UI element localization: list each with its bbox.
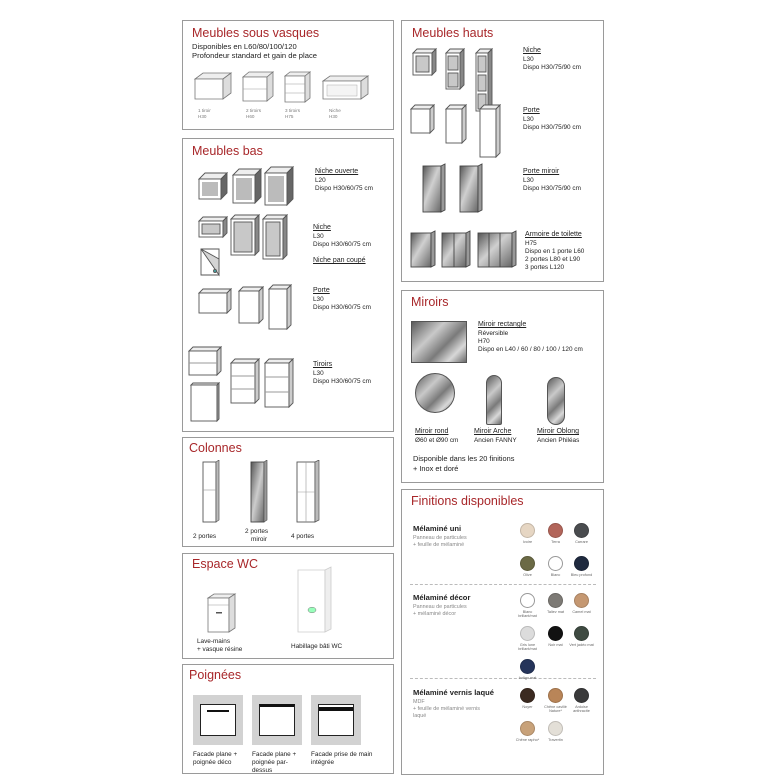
mirror-oblong	[547, 377, 565, 425]
product-width: L30	[523, 56, 534, 63]
finish-group-name: Mélaminé uni	[413, 524, 462, 533]
panel-title: Finitions disponibles	[411, 494, 524, 508]
panel-title: Poignées	[189, 668, 242, 682]
finish-swatch[interactable]	[520, 659, 535, 674]
finish-group-desc: + mélaminé décor	[413, 611, 456, 617]
panel-title: Miroirs	[411, 295, 449, 309]
product-heights: Dispo H30/75/90 cm	[523, 64, 581, 71]
product-name: Niche	[523, 47, 541, 54]
column-label: 2 portes	[245, 528, 269, 535]
vanity-label: 2 tiroirs	[246, 108, 262, 113]
finish-swatch-label: Noyer	[522, 705, 533, 709]
wc-label: Lave-mains	[197, 638, 231, 645]
handle-label: poignée par-	[252, 759, 288, 766]
finish-group-desc: + feuille de mélaminé	[413, 542, 465, 548]
product-widths: Dispo en L40 / 60 / 80 / 100 / 120 cm	[478, 346, 583, 353]
panel-title: Meubles bas	[192, 144, 263, 158]
hauts-porte-illustration	[408, 103, 508, 159]
finish-swatch[interactable]	[520, 721, 535, 736]
vanity-label: H60	[246, 114, 255, 119]
vanity-label: H75	[285, 114, 294, 119]
column-4-doors	[295, 460, 321, 524]
finish-swatch-label: Camel mat	[572, 610, 591, 614]
panel-sous-vasques	[182, 20, 394, 130]
info-line: Disponibles en L60/80/100/120	[192, 42, 297, 51]
product-name: Niche	[313, 224, 331, 231]
panel-title: Espace WC	[192, 557, 258, 571]
handle-label: dessus	[252, 767, 273, 774]
divider	[410, 584, 596, 585]
finish-group-name: Mélaminé vernis laqué	[413, 688, 495, 697]
hauts-porte-miroir-illustration	[420, 163, 486, 215]
info-line: Profondeur standard et gain de place	[192, 51, 317, 60]
panel-miroirs	[401, 290, 604, 483]
product-name: Armoire de toilette	[525, 231, 582, 238]
finish-swatch-label: Taliev mat	[546, 610, 565, 614]
armoire-illustration	[408, 229, 520, 271]
product-name: Miroir Arche	[474, 428, 512, 435]
finish-group-desc: Panneau de particules	[413, 604, 467, 610]
handle-label: Facade plane +	[193, 751, 238, 758]
product-width: L30	[313, 370, 324, 377]
product-name: Tiroirs	[313, 361, 333, 368]
finish-group-desc: laqué	[413, 713, 427, 719]
product-height: H70	[478, 338, 490, 345]
handle-deco-swatch	[193, 695, 243, 745]
habillage-wc-illustration	[295, 566, 335, 636]
product-variant: 2 portes L80 et L90	[525, 256, 581, 263]
finish-swatch-label: Chêne caviliè Nature*	[544, 705, 567, 714]
finish-swatch[interactable]	[574, 556, 589, 571]
panel-title: Meubles hauts	[412, 26, 494, 40]
product-detail: Ancien Philéas	[537, 437, 580, 444]
finish-swatch[interactable]	[574, 593, 589, 608]
finish-swatch-label: Indigo mat	[518, 676, 537, 680]
product-width: L20	[315, 177, 326, 184]
panel-finitions	[401, 489, 604, 775]
panel-title: Colonnes	[189, 441, 242, 455]
handle-label: Facade plane +	[252, 751, 297, 758]
panel-espace-wc	[182, 553, 394, 659]
product-detail: Ancien FANNY	[474, 437, 517, 444]
niche-illustration	[197, 213, 297, 279]
finish-swatch[interactable]	[520, 688, 535, 703]
column-2-doors-mirror	[249, 460, 269, 524]
finish-swatch[interactable]	[574, 523, 589, 538]
finish-group-desc: MDF	[413, 699, 425, 705]
column-2-doors	[201, 460, 221, 524]
finish-swatch-label: Carrare	[575, 540, 588, 544]
product-heights: Dispo H30/75/90 cm	[523, 124, 581, 131]
mirror-arch	[486, 375, 502, 425]
product-heights: Dispo H30/60/75 cm	[315, 185, 373, 192]
wc-label: Habillage bâti WC	[291, 643, 343, 650]
finish-swatch-label: Blanc brillant/mat	[518, 610, 537, 619]
porte-illustration	[197, 283, 297, 331]
panel-colonnes	[182, 437, 394, 547]
column-label: 4 portes	[291, 533, 315, 540]
column-label: 2 portes	[193, 533, 217, 540]
tiroirs-illustration	[187, 343, 299, 425]
vanity-niche	[321, 73, 371, 101]
vanity-label: H30	[198, 114, 207, 119]
product-name: Miroir rond	[415, 428, 449, 435]
product-width: L30	[313, 296, 324, 303]
vanity-label: 3 tiroirs	[285, 108, 301, 113]
product-width: L30	[523, 116, 534, 123]
panel-poignees	[182, 664, 394, 774]
finish-swatch[interactable]	[520, 626, 535, 641]
finish-swatch[interactable]	[548, 593, 563, 608]
vanity-label: H30	[329, 114, 338, 119]
finish-group-name: Mélaminé décor	[413, 593, 471, 602]
product-name: Niche pan coupé	[313, 257, 366, 264]
lave-mains-illustration	[205, 592, 239, 634]
panel-meubles-hauts	[401, 20, 604, 282]
product-width: L30	[313, 233, 324, 240]
finish-swatch[interactable]	[548, 721, 563, 736]
product-height: H75	[525, 240, 537, 247]
vanity-1-drawer	[193, 69, 233, 103]
handle-top-swatch	[252, 695, 302, 745]
product-variant: Dispo en 1 porte L60	[525, 248, 585, 255]
handle-integrated-swatch	[311, 695, 361, 745]
wc-label: + vasque résine	[197, 646, 243, 653]
finish-swatch[interactable]	[574, 626, 589, 641]
finish-group-desc: + feuille de mélaminé vernis	[413, 706, 480, 712]
product-name: Porte	[523, 107, 540, 114]
finish-swatch[interactable]	[520, 523, 535, 538]
mirror-round	[415, 373, 455, 413]
finish-swatch-label: Gris lune brillant/mat	[518, 643, 537, 652]
vanity-label: Niche	[329, 108, 341, 113]
finish-swatch-label: Olive	[523, 573, 532, 577]
product-name: Porte	[313, 287, 330, 294]
vanity-3-drawers	[283, 69, 313, 103]
handle-label: intégrée	[311, 759, 335, 766]
finish-swatch[interactable]	[548, 523, 563, 538]
finish-swatch-label: Bleu profond	[570, 573, 593, 577]
finish-swatch-label: Noir mat	[548, 643, 563, 647]
finish-swatch[interactable]	[520, 593, 535, 608]
finish-swatch[interactable]	[548, 556, 563, 571]
finish-note: + Inox et doré	[413, 464, 459, 473]
product-heights: Dispo H30/60/75 cm	[313, 241, 371, 248]
panel-meubles-bas	[182, 138, 394, 432]
vanity-2-drawers	[241, 69, 277, 103]
product-detail: Ø60 et Ø90 cm	[415, 437, 459, 444]
mirror-rectangle	[411, 321, 467, 363]
product-variant: 3 portes L120	[525, 264, 565, 271]
finish-swatch[interactable]	[548, 626, 563, 641]
finish-swatch[interactable]	[520, 556, 535, 571]
product-heights: Dispo H30/60/75 cm	[313, 304, 371, 311]
finish-swatch-label: Chêne rapho*	[515, 738, 540, 742]
handle-label: Facade prise de main	[311, 751, 373, 758]
finish-note: Disponible dans les 20 finitions	[413, 454, 515, 463]
product-name: Miroir rectangle	[478, 321, 527, 328]
finish-swatch[interactable]	[574, 688, 589, 703]
product-detail: Réversible	[478, 330, 509, 337]
finish-group-desc: Panneau de particules	[413, 535, 467, 541]
product-name: Niche ouverte	[315, 168, 359, 175]
product-name: Porte miroir	[523, 168, 560, 175]
finish-swatch-label: Travertin	[548, 738, 563, 742]
niche-ouverte-illustration	[197, 165, 297, 207]
finish-swatch-label: Vert jadéo mat	[569, 643, 594, 647]
finish-swatch-label: Blanc	[550, 573, 561, 577]
vanity-label: 1 tiroir	[198, 108, 211, 113]
product-width: L30	[523, 177, 534, 184]
finish-swatch-label: Ardoise anthracite	[573, 705, 590, 714]
handle-label: poignée déco	[193, 759, 232, 766]
product-heights: Dispo H30/75/90 cm	[523, 185, 581, 192]
product-name: Miroir Oblong	[537, 428, 580, 435]
divider	[410, 678, 596, 679]
column-label: miroir	[251, 536, 267, 543]
finish-swatch[interactable]	[548, 688, 563, 703]
finish-swatch-label: Ivoire	[522, 540, 533, 544]
finish-swatch-label: Terra	[551, 540, 560, 544]
product-heights: Dispo H30/60/75 cm	[313, 378, 371, 385]
panel-title: Meubles sous vasques	[192, 26, 320, 40]
